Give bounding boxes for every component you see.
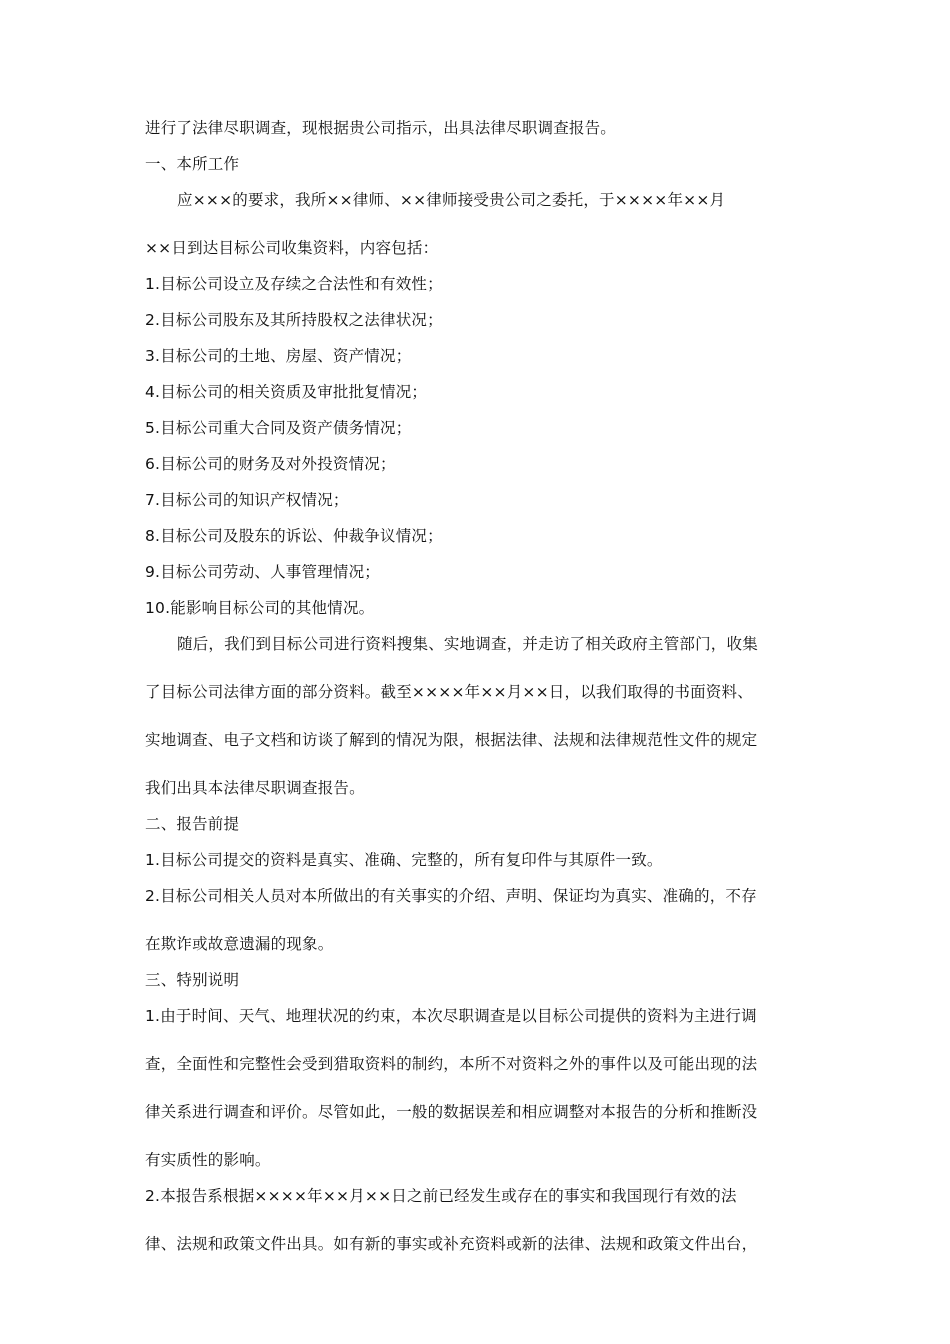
paragraph-line: 律关系进行调查和评价。尽管如此，一般的数据误差和相应调整对本报告的分析和推断没 <box>145 1103 758 1121</box>
paragraph-line: 随后，我们到目标公司进行资料搜集、实地调查，并走访了相关政府主管部门，收集 <box>177 635 758 653</box>
list-item: 1.由于时间、天气、地理状况的约束，本次尽职调查是以目标公司提供的资料为主进行调 <box>145 1007 757 1025</box>
paragraph-line: ××日到达目标公司收集资料，内容包括： <box>145 239 439 257</box>
paragraph-line: 我们出具本法律尽职调查报告。 <box>145 779 365 797</box>
list-item: 2.目标公司股东及其所持股权之法律状况； <box>145 311 443 329</box>
section-heading-premise: 二、报告前提 <box>145 815 240 833</box>
list-item: 8.目标公司及股东的诉讼、仲裁争议情况； <box>145 527 443 545</box>
list-item: 9.目标公司劳动、人事管理情况； <box>145 563 380 581</box>
paragraph-line: 律、法规和政策文件出具。如有新的事实或补充资料或新的法律、法规和政策文件出台， <box>145 1235 758 1253</box>
list-item: 5.目标公司重大合同及资产债务情况； <box>145 419 412 437</box>
list-item: 1.目标公司提交的资料是真实、准确、完整的，所有复印件与其原件一致。 <box>145 851 663 869</box>
paragraph-line: 在欺诈或故意遗漏的现象。 <box>145 935 334 953</box>
paragraph-line: 了目标公司法律方面的部分资料。截至××××年××月××日，以我们取得的书面资料、 <box>145 683 753 701</box>
list-item: 2.目标公司相关人员对本所做出的有关事实的介绍、声明、保证均为真实、准确的，不存 <box>145 887 757 905</box>
list-item: 6.目标公司的财务及对外投资情况； <box>145 455 396 473</box>
list-item: 3.目标公司的土地、房屋、资产情况； <box>145 347 412 365</box>
section-heading-notes: 三、特别说明 <box>145 971 240 989</box>
list-item: 2.本报告系根据××××年××月××日之前已经发生或存在的事实和我国现行有效的法 <box>145 1187 737 1205</box>
list-item: 4.目标公司的相关资质及审批批复情况； <box>145 383 428 401</box>
paragraph-line: 查，全面性和完整性会受到猎取资料的制约，本所不对资料之外的事件以及可能出现的法 <box>145 1055 758 1073</box>
paragraph-line: 应×××的要求，我所××律师、××律师接受贵公司之委托，于××××年××月 <box>177 191 726 209</box>
paragraph-line: 实地调查、电子文档和访谈了解到的情况为限，根据法律、法规和法律规范性文件的规定 <box>145 731 758 749</box>
list-item: 1.目标公司设立及存续之合法性和有效性； <box>145 275 443 293</box>
list-item: 10.能影响目标公司的其他情况。 <box>145 599 375 617</box>
list-item: 7.目标公司的知识产权情况； <box>145 491 349 509</box>
section-heading-work: 一、本所工作 <box>145 155 240 173</box>
document-page <box>145 118 813 1254</box>
text-line: 进行了法律尽职调查，现根据贵公司指示，出具法律尽职调查报告。 <box>145 119 617 137</box>
paragraph-line: 有实质性的影响。 <box>145 1151 271 1169</box>
